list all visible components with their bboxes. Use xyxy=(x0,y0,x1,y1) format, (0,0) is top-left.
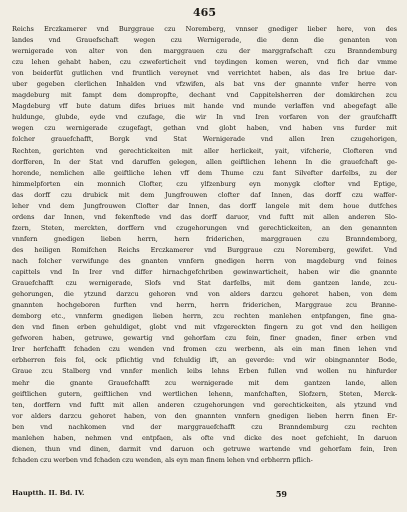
text-line: gefworen haben, getruwe, gewartig vnd gehorfam czu fein, finer gnaden, finer erben vnd xyxy=(12,334,397,343)
text-line: magdeburg mit fampt dem dompropfte, dechant vnd Cappitelsherren der domkirchen zcu xyxy=(12,91,397,100)
text-line: vor alders darzcu gehoret haben, von den gnannten vnnfern gnedigen lieben herrn finen Er- xyxy=(12,411,397,420)
text-line: gehorungen, die ytzund darzcu gehoren vnd von alders darzcu gehoret haben, von dem xyxy=(12,290,397,299)
text-line: ben vnd nachkomen vnd der marggrauefchafft czu Branndemburg czu rechten xyxy=(12,422,397,431)
text-line: dorfferen, In der Stat vnd daruffen gelegen, allen geiftlichen lehenn In die grauefchaft ge- xyxy=(12,157,397,166)
text-line: demborg etc., vnnferm gnedigen lieben herrn, zcu rechten manlehen entpfangen, fine gna- xyxy=(12,312,397,321)
signature-mark: Hauptth. II. Bd. IV. xyxy=(12,489,85,497)
text-line: fzern, Steten, merckten, dorffern vnd czugehorungen vnd gerechtickeiten, an den genannten xyxy=(12,223,397,232)
text-line: landes vnd Grauefschaft wegen czu Wernigerade, die denn die genanten von xyxy=(12,36,397,45)
text-line: wernigerade von alter von den marggrauen czu der marggrafschaft czu Branndemburg xyxy=(12,47,397,56)
text-line: horende, nemlichen alle geiftliche lehen vff dem Thume czu fant Silvefter darfelbs, zu der xyxy=(12,168,397,177)
text-line: des heiligen Romifchen Reichs Erczkamerer vnd Burggraue czu Noremberg, gewifet. Vnd xyxy=(12,245,397,254)
page-footer xyxy=(12,489,397,499)
text-line: huldunge, glubde, eyde vnd czufage, die wir In vnd Iren vorfaren von der graufchafft xyxy=(12,113,397,122)
text-line: Graue zcu Stalberg vnd vnnfer menlich leibs lehns Erben fullen vnd wollen nu hinfurder xyxy=(12,367,397,376)
text-line: Grauefchafft czu wernigerade, Slofs vnd Stat darfelbs, mit dem gantzen lande, zcu- xyxy=(12,279,397,288)
text-line: wegen czu wernigerade czugefagt, gethan vnd globt haben, vnd haben vns furder mit xyxy=(12,124,397,133)
text-line: geiftlichen gutern, geiftlichen vnd wertlichen lehenn, manfchaften, Slofzern, Steten, Merck- xyxy=(12,389,397,398)
text-line: Magdeburg vff bute datum difes briues mit hande vnd munde verlaffen vnd abegefagt alle xyxy=(12,102,397,111)
text-line: mehr die gnante Grauefchafft zcu wernigerade mit dem gantzen lande, allen xyxy=(12,378,397,387)
page-number: 465 xyxy=(193,6,216,19)
text-line: folcher grauefchafft, Borgk vnd Stat Wernigerade vnd allen Iren czugehorigen, xyxy=(12,135,397,144)
text-line: manlehen haben, nehmen vnd entpfaen, als ofte vnd dicke des noet gefchieht, In daruon xyxy=(12,433,397,442)
text-line: Reichs Erczkamerer vnd Burggraue czu Noremberg, vnnser gnediger lieber here, von des xyxy=(12,25,397,33)
text-line: erbherren feis fol, ock pflichtig vnd fchuldig ift, an geverde: vnd wir obingnannter Bode, xyxy=(12,356,397,365)
text-line: von beiderfüt gutlichen vnd fruntlich vereynet vnd verrichtet haben, als das Ire briue dar- xyxy=(12,69,397,78)
text-line: Irer herfchafft fchaden czu wenden vnd fromen czu werbenn, als ein man finen lehen vnd xyxy=(12,345,397,354)
text-line: himmelpforten ein monnich Clofter, czu ylfzenburg eyn monygk clofter vnd Eptige, xyxy=(12,179,397,188)
text-line: ten, dorffern vnd fuftt mit allen anderen czugehorungen vnd gerechtickeiten, als ytzund vnd xyxy=(12,400,397,409)
text-line: vnnfern gnedigen lieben herrn, hern friderichen, marggrauen czu Branndemborg, xyxy=(12,234,397,243)
text-line: gnannten hochgeboren furften vnd herrn, herrn friderichen, Marggraue zcu Branne- xyxy=(12,301,397,310)
text-line: ordens dar Innen, vnd fekenftede vnd das dorff daruor, vnd fuftt mit allen anderen Slo- xyxy=(12,212,397,221)
text-line: fchaden czu werben vnd fchaden czu wenden, als eyn man finem lehen vnd erbherrn pflich- xyxy=(12,455,313,464)
text-line: Rechten, gerichten vnd gerechtickeiten mit aller herlickeit, yait, vifcherie, Clofteren vnd xyxy=(12,146,397,155)
text-line: czu lehen gehabt haben, czu czweferticheit vnd teydingen komen weren, vnd fich dar vmme xyxy=(12,58,397,67)
text-line: capittels vnd In Irer vnd differ hirnachgefchriben gewinwarticheit, haben wir die gnannte xyxy=(12,268,397,277)
text-line: uber gegeben clerlichen Inhalden vnd vfzwifen, als bat vns der gnannte vnfer herre von xyxy=(12,80,397,89)
text-line: dienen, thun vnd dinen, darmit vnd daruon och getruwe wartende vnd gehorfam fein, Iren xyxy=(12,444,397,453)
sheet-number: 59 xyxy=(275,489,287,499)
text-line: das dorff czu drubick mit dem Jungfrouwen clofter daf Innen, das dorff czu waffer- xyxy=(12,190,397,199)
text-line: den vnd finen erben gehuldiget, globt vnd mit vfzgereckten fingern zu got vnd den heiligen xyxy=(12,323,397,332)
body-text xyxy=(12,24,397,466)
text-line: nach folcher verwifunge des gnanten vnnfern gnedigen herrn von magdeburg vnd feines xyxy=(12,256,397,265)
text-line: leher vnd dem Jungfrouwen Clofter dar Innen, das dorff langele mit dem houe dutfches xyxy=(12,201,397,210)
